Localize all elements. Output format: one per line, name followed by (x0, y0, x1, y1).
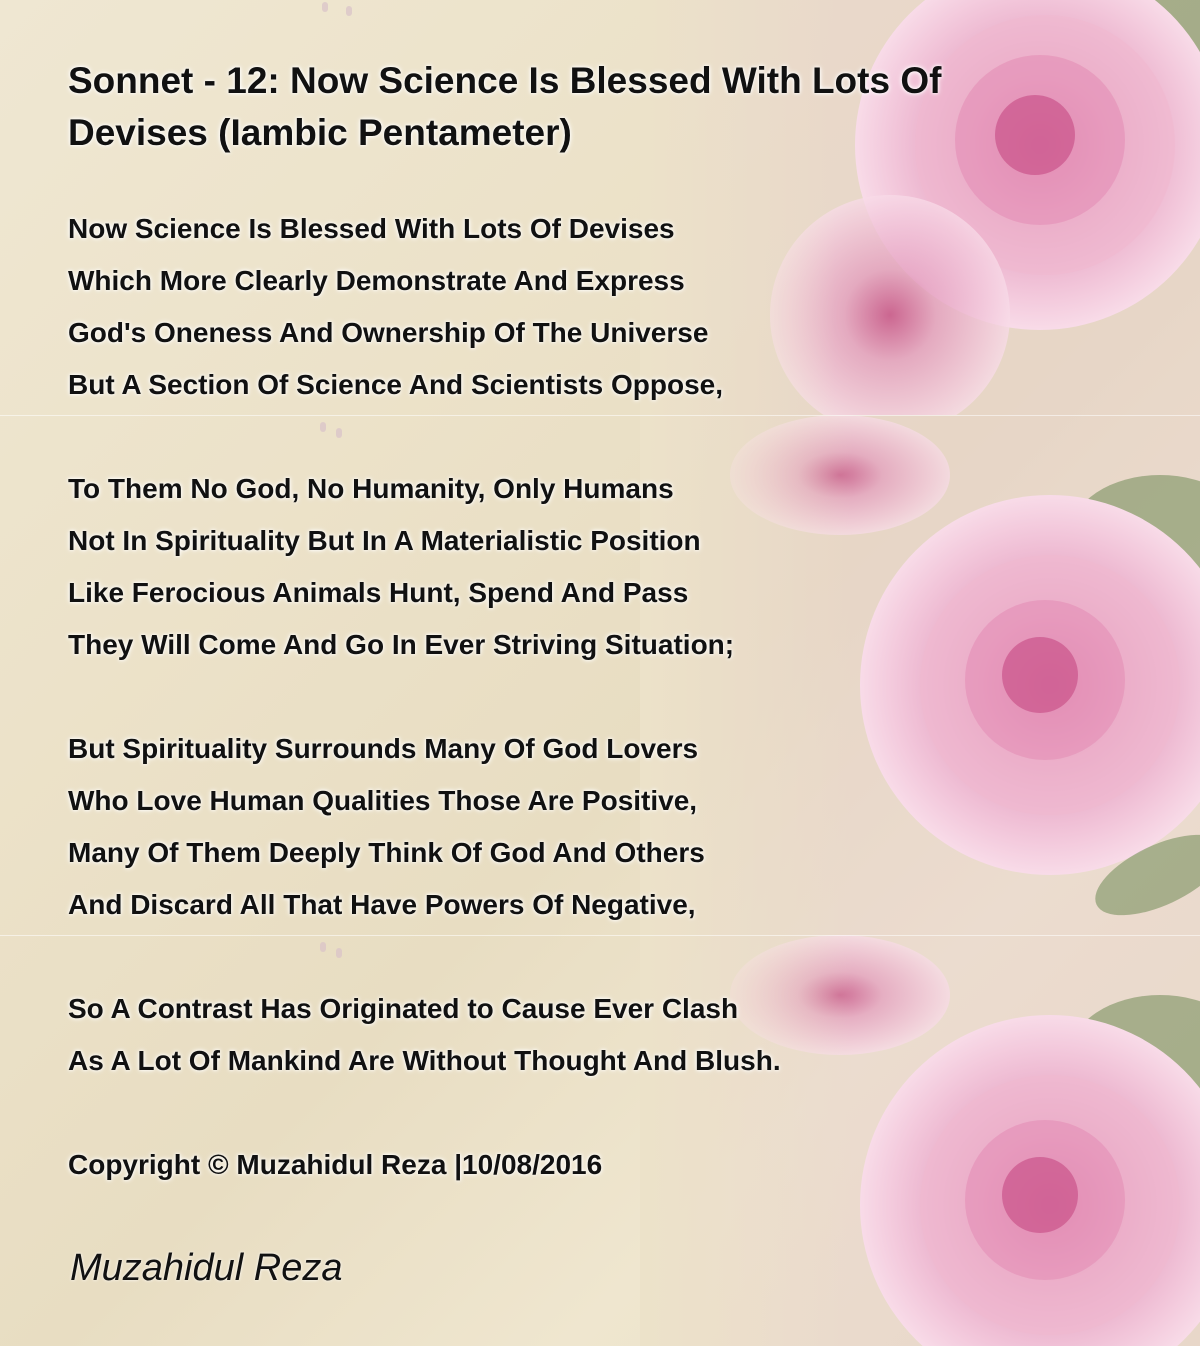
poem-title: Sonnet - 12: Now Science Is Blessed With Lots Of Devises (Iambic Pentameter) (68, 60, 942, 153)
author-signature: Muzahidul Reza (70, 1247, 343, 1289)
poem-line: So A Contrast Has Originated to Cause Ever Clash (68, 993, 739, 1024)
poem-line: Who Love Human Qualities Those Are Positive, (68, 785, 698, 816)
poem-line: Which More Clearly Demonstrate And Express (68, 265, 685, 296)
copyright-line: Copyright © Muzahidul Reza |10/08/2016 (68, 1149, 603, 1180)
poem-line: God's Oneness And Ownership Of The Universe (68, 317, 709, 348)
stanza-3 (68, 723, 1048, 931)
stanza-2 (68, 463, 1048, 671)
poem-line: Not In Spirituality But In A Materialistic Position (68, 525, 701, 556)
petal-speck (346, 6, 352, 16)
poem-line: As A Lot Of Mankind Are Without Thought And Blush. (68, 1045, 781, 1076)
stanza-4 (68, 983, 1048, 1087)
poem-line: To Them No God, No Humanity, Only Humans (68, 473, 674, 504)
poem-line: They Will Come And Go In Ever Striving Situation; (68, 629, 735, 660)
poem-body (68, 55, 1048, 1191)
stanza-1 (68, 203, 1048, 411)
poem-line: Like Ferocious Animals Hunt, Spend And Pass (68, 577, 689, 608)
poem-line: Many Of Them Deeply Think Of God And Others (68, 837, 705, 868)
poem-line: But Spirituality Surrounds Many Of God Lovers (68, 733, 699, 764)
poem-line: And Discard All That Have Powers Of Negative, (68, 889, 696, 920)
petal-speck (322, 2, 328, 12)
poem-line: But A Section Of Science And Scientists Oppose, (68, 369, 724, 400)
poem-line: Now Science Is Blessed With Lots Of Devises (68, 213, 675, 244)
